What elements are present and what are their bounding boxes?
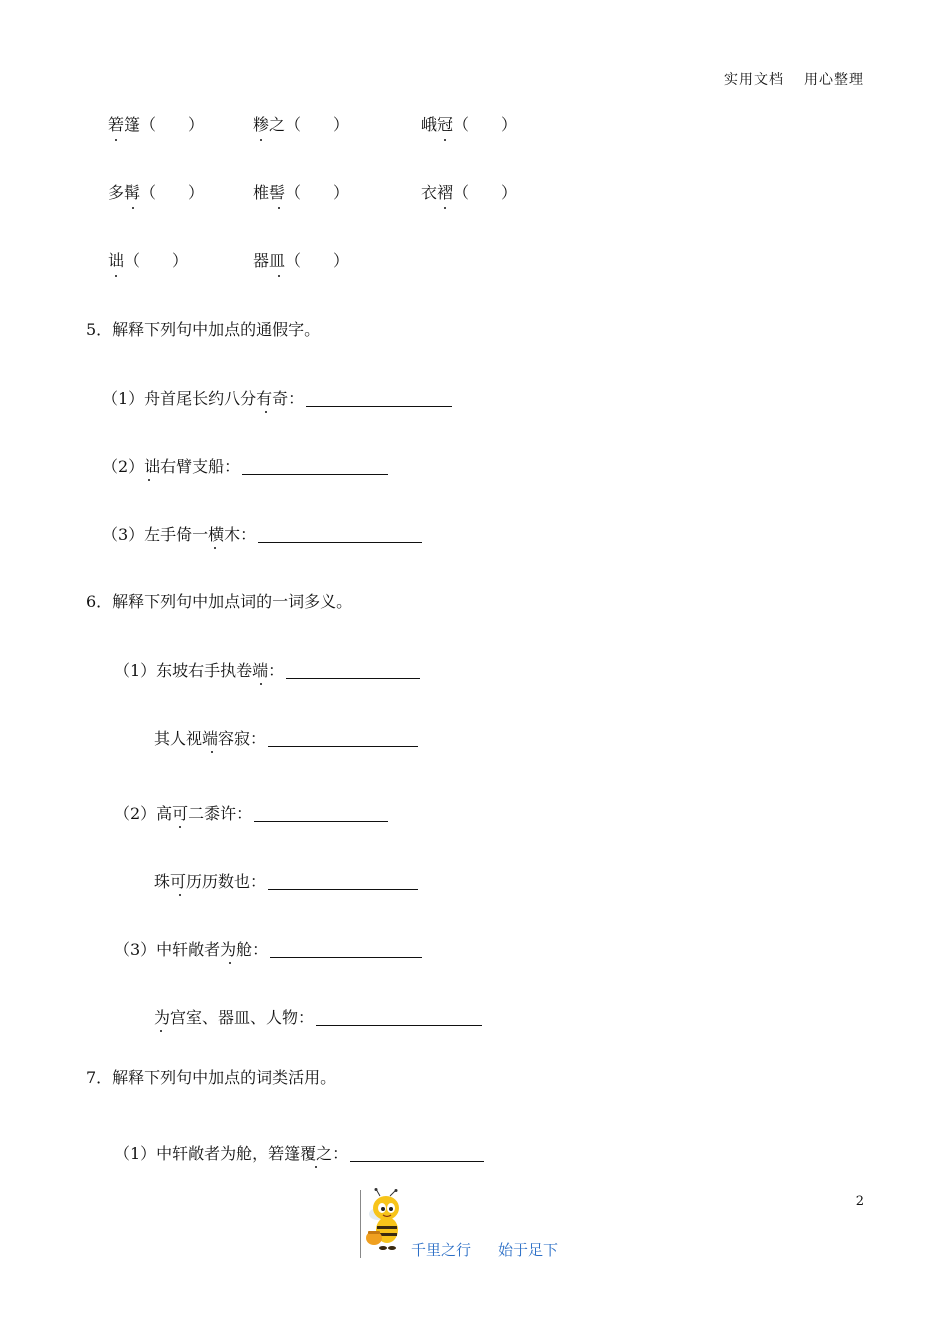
q6-item-4 — [154, 871, 418, 892]
header-right-text: 用心整理 — [804, 72, 864, 88]
answer-blank[interactable] — [258, 524, 422, 543]
footer-left-text: 千里之行 — [411, 1241, 472, 1259]
answer-blank[interactable] — [268, 871, 418, 890]
q6-item-5-text: （3）中轩敞者为舱： — [114, 940, 269, 959]
bee-mascot-icon — [358, 1188, 408, 1258]
answer-blank[interactable] — [306, 388, 452, 407]
answer-blank[interactable] — [316, 1007, 482, 1026]
emphasis-dot — [444, 139, 446, 141]
answer-blank[interactable] — [270, 939, 422, 958]
emphasis-dot — [444, 207, 446, 209]
emphasis-dot — [115, 139, 117, 141]
answer-blank[interactable] — [268, 728, 418, 747]
footer-right-text: 始于足下 — [498, 1241, 559, 1259]
q5-item-2 — [102, 456, 388, 477]
emphasis-dot — [260, 139, 262, 141]
q6-item-4-text: 珠可历历数也： — [154, 872, 267, 891]
question-7-title: 7．解释下列句中加点的词类活用。 — [86, 1068, 337, 1087]
emphasis-dot — [160, 1030, 162, 1032]
q6-item-6 — [154, 1007, 482, 1028]
emphasis-dot — [315, 1166, 317, 1168]
q7-item-1-text: （1）中轩敞者为舱，箬篷覆之： — [114, 1144, 349, 1163]
q6-item-6-text: 为宫室、器皿、人物： — [154, 1008, 315, 1027]
emphasis-dot — [265, 411, 267, 413]
answer-blank[interactable] — [350, 1143, 484, 1162]
q5-item-2-text: （2）诎右臂支船： — [102, 457, 241, 476]
emphasis-dot — [214, 547, 216, 549]
emphasis-dot — [148, 479, 150, 481]
q6-item-3-text: （2）高可二黍许： — [114, 804, 253, 823]
char-item: 峨冠（ ） — [421, 115, 518, 134]
char-item: 多髯（ ） — [108, 183, 205, 202]
page-number: 2 — [855, 1194, 864, 1209]
header-left-text: 实用文档 — [724, 72, 784, 88]
answer-blank[interactable] — [242, 456, 388, 475]
q6-item-2-text: 其人视端容寂： — [154, 729, 267, 748]
char-item: 椎髻（ ） — [253, 183, 350, 202]
q5-item-1-text: （1）舟首尾长约八分有奇： — [102, 389, 305, 408]
emphasis-dot — [211, 751, 213, 753]
q6-item-5 — [114, 939, 422, 960]
char-item: 衣褶（ ） — [421, 183, 518, 202]
question-5-title: 5．解释下列句中加点的通假字。 — [86, 320, 321, 339]
q5-item-3-text: （3）左手倚一横木： — [102, 525, 257, 544]
q6-item-3 — [114, 803, 388, 824]
emphasis-dot — [179, 894, 181, 896]
char-item: 器皿（ ） — [253, 251, 350, 270]
char-item: 糁之（ ） — [253, 115, 350, 134]
answer-blank[interactable] — [254, 803, 388, 822]
emphasis-dot — [132, 207, 134, 209]
q6-item-2 — [154, 728, 418, 749]
emphasis-dot — [229, 962, 231, 964]
q7-item-1 — [114, 1143, 484, 1164]
q5-item-3 — [102, 524, 422, 545]
emphasis-dot — [115, 275, 117, 277]
emphasis-dot — [179, 826, 181, 828]
emphasis-dot — [278, 275, 280, 277]
q6-item-1-text: （1）东坡右手执卷端： — [114, 661, 285, 680]
question-6-title: 6．解释下列句中加点词的一词多义。 — [86, 592, 353, 611]
q6-item-1 — [114, 660, 420, 681]
page-header — [724, 70, 864, 90]
answer-blank[interactable] — [286, 660, 420, 679]
emphasis-dot — [278, 207, 280, 209]
q5-item-1 — [102, 388, 452, 409]
char-item: 箬篷（ ） — [108, 115, 205, 134]
emphasis-dot — [260, 683, 262, 685]
char-item: 诎（ ） — [108, 251, 189, 270]
